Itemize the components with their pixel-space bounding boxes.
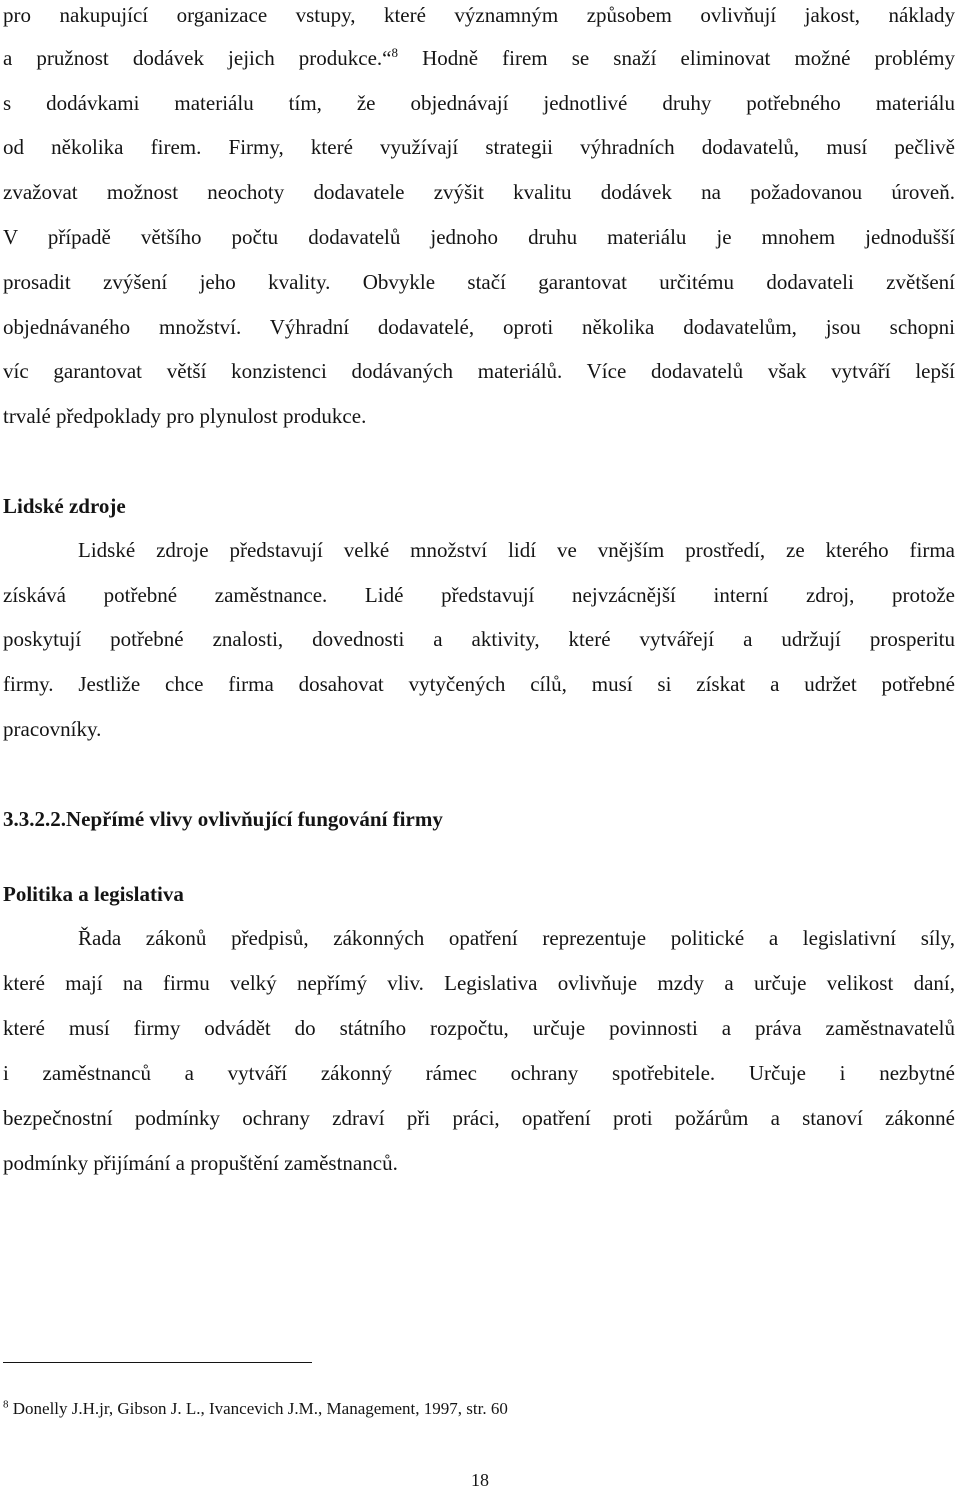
paragraph-line: pracovníky. xyxy=(3,717,102,741)
section-heading-human-resources: Lidské zdroje xyxy=(3,494,126,518)
paragraph-line: zvažovat možnost neochoty dodavatele zvýšit kvalitu dodávek na požadovanou úroveň. xyxy=(3,180,955,204)
paragraph-line: pro nakupující organizace vstupy, které významným způsobem ovlivňují jakost, náklady xyxy=(3,3,955,27)
page-number: 18 xyxy=(471,1470,489,1490)
paragraph-line: i zaměstnanců a vytváří zákonný rámec ochrany spotřebitele. Určuje i nezbytné xyxy=(3,1061,955,1085)
paragraph-line: které musí firmy odvádět do státního rozpočtu, určuje povinnosti a práva zaměstnavatelů xyxy=(3,1016,955,1040)
paragraph-text: Hodně firem se snaží eliminovat možné problémy xyxy=(398,46,955,70)
paragraph-line: podmínky přijímání a propuštění zaměstnanců. xyxy=(3,1151,398,1175)
paragraph-line: firmy. Jestliže chce firma dosahovat vytyčených cílů, musí si získat a udržet potřebné xyxy=(3,672,955,696)
paragraph-line: V případě většího počtu dodavatelů jednoho druhu materiálu je mnohem jednodušší xyxy=(3,225,955,249)
paragraph-line: objednávaného množství. Výhradní dodavatelé, oproti několika dodavatelům, jsou schopni xyxy=(3,315,955,339)
footnote-reference: 8 xyxy=(391,45,398,60)
paragraph-line: víc garantovat větší konzistenci dodávaných materiálů. Více dodavatelů však vytváří lepší xyxy=(3,359,955,383)
section-heading-indirect-influences: 3.3.2.2.Nepřímé vlivy ovlivňující fungování firmy xyxy=(3,807,443,831)
paragraph-line: Řada zákonů předpisů, zákonných opatření reprezentuje politické a legislativní síly, xyxy=(78,926,955,950)
paragraph-line xyxy=(3,43,955,73)
paragraph-line: od několika firem. Firmy, které využívají strategii výhradních dodavatelů, musí pečlivě xyxy=(3,135,955,159)
paragraph-line: bezpečnostní podmínky ochrany zdraví při práci, opatření proti požárům a stanoví zákonné xyxy=(3,1106,955,1130)
paragraph-text: a pružnost dodávek jejich produkce.“ xyxy=(3,46,392,70)
footnote xyxy=(3,1395,508,1423)
paragraph-line: s dodávkami materiálu tím, že objednávají jednotlivé druhy potřebného materiálu xyxy=(3,91,955,115)
paragraph-line: získává potřebné zaměstnance. Lidé představují nejvzácnější interní zdroj, protože xyxy=(3,583,955,607)
paragraph-line: trvalé předpoklady pro plynulost produkce. xyxy=(3,404,367,428)
paragraph-line: které mají na firmu velký nepřímý vliv. Legislativa ovlivňuje mzdy a určuje velikost daní, xyxy=(3,971,955,995)
paragraph-line: prosadit zvýšení jeho kvality. Obvykle stačí garantovat určitému dodavateli zvětšení xyxy=(3,270,955,294)
paragraph-line: Lidské zdroje představují velké množství lidí ve vnějším prostředí, ze kterého firma xyxy=(78,538,955,562)
footnote-text: Donelly J.H.jr, Gibson J. L., Ivancevich J.M., Management, 1997, str. 60 xyxy=(8,1399,508,1418)
paragraph-line: poskytují potřebné znalosti, dovednosti a aktivity, které vytvářejí a udržují prosperitu xyxy=(3,627,955,651)
section-heading-politics-legislation: Politika a legislativa xyxy=(3,882,184,906)
footnote-separator xyxy=(3,1362,312,1363)
footnote-marker: 8 xyxy=(3,1398,9,1411)
